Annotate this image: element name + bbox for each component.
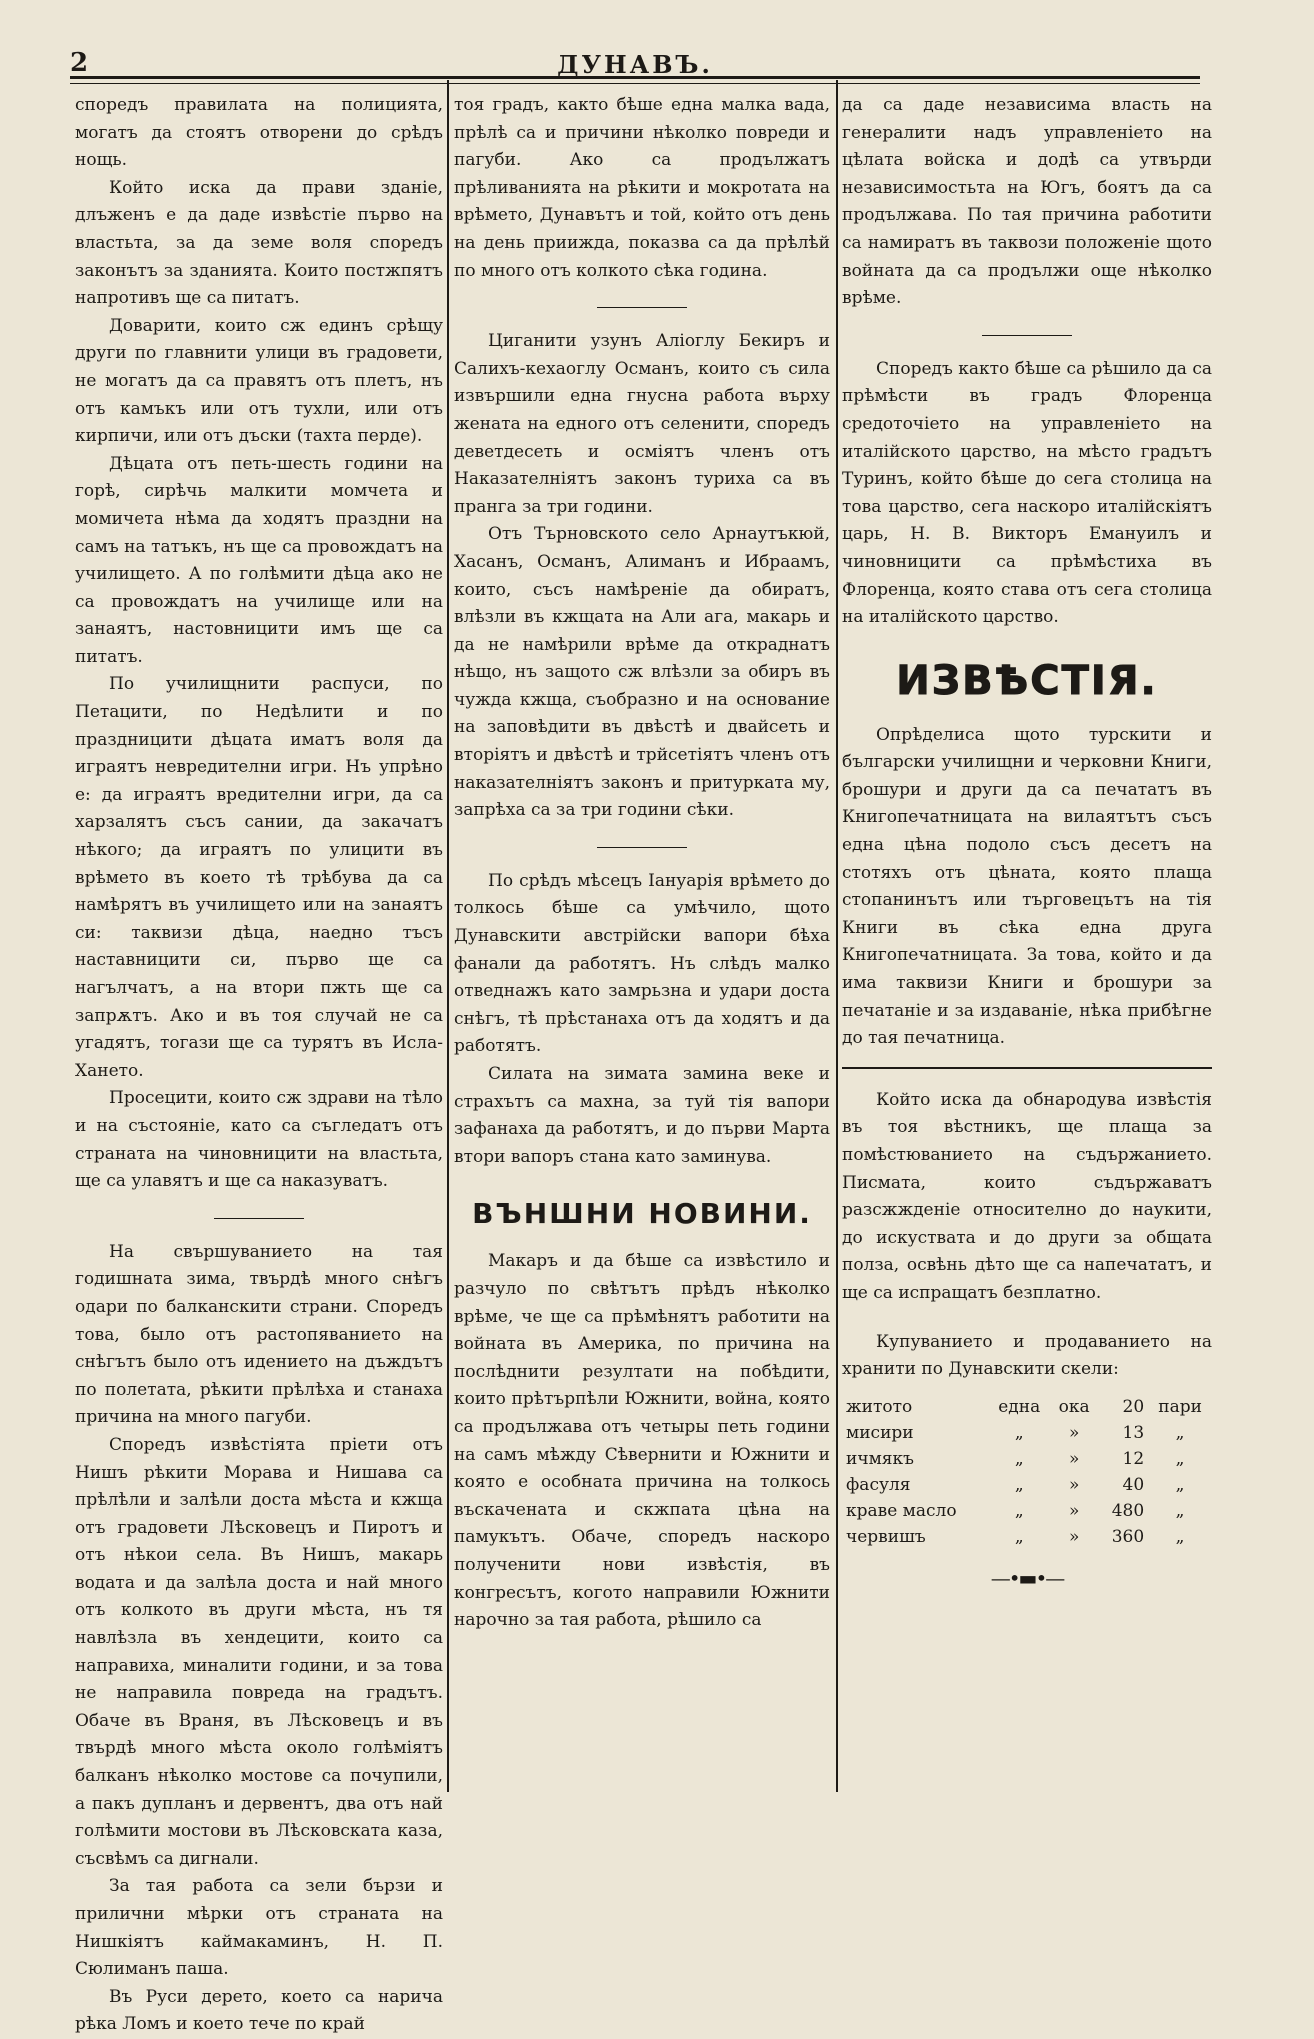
- price-unit: „: [1014, 1474, 1024, 1495]
- paragraph: На свършуванието на тая годишната зима, твърдѣ много снѣгъ одари по балканскити страни. Споредъ това, было отъ растопяванието на снѣгътъ было отъ идението на дъждътъ по полетата, рѣкити прѣлѣха и станаха причина на много пагуби.: [75, 1241, 443, 1428]
- price-unit: „: [1014, 1526, 1024, 1547]
- price-table: [842, 1394, 1212, 1550]
- section-heading-foreign-news: ВЪНШНИ НОВИНИ.: [472, 1197, 812, 1231]
- paragraph: По училищнити распуси, по Петацити, по Недѣлити и по праздницити дѣцата иматъ воля да играятъ невредителни игри. Нъ упрѣно е: да играятъ вредителни игри, да са харзалятъ съсъ сании, да закачатъ нѣкого; да играятъ по улицити въ врѣмето въ което тѣ трѣбува да са намѣрятъ въ училището или на занаятъ си: таквизи дѣца, наедно тъсъ наставницити си, първо ще са нагълчатъ, а на втори пжть ще са запрѫтъ. Ако и въ тоя случай не са угадятъ, тогази ще са турятъ въ Исла-Хането.: [75, 674, 443, 1081]
- price-unit: „: [1014, 1422, 1024, 1443]
- paragraph: Просецити, които сж здрави на тѣло и на състояніе, като са съгледатъ отъ страната на чиновницити на властьта, ще са улавятъ и ще са наказуватъ.: [75, 1088, 443, 1192]
- price-currency: „: [1175, 1526, 1185, 1547]
- table-row: [842, 1446, 1212, 1472]
- price-unit: ока: [1058, 1396, 1090, 1417]
- paragraph: Който иска да обнародува извѣстія въ тоя вѣстникъ, ще плаща за помѣстюванието на съдържанието. Писмата, които съдържаватъ разсжжденіе относително до наукити, до искуствата и до други за общата полза, освѣнь дѣто ще са напечататъ, и ще са испращатъ безплатно.: [842, 1089, 1212, 1303]
- price-currency: „: [1175, 1422, 1185, 1443]
- table-row: [842, 1472, 1212, 1498]
- newspaper-title: ДУНАВЪ.: [557, 50, 713, 79]
- column-divider: [447, 80, 449, 1792]
- spacer: [982, 1318, 1072, 1319]
- paragraph: Въ Руси дерето, което са нарича рѣка Ломъ и което тече по край: [75, 1986, 443, 2035]
- ornament: —•▬•—: [990, 1565, 1064, 1590]
- price-unit: една: [998, 1396, 1041, 1417]
- price-value: 40: [1122, 1474, 1145, 1495]
- separator: [597, 307, 687, 308]
- page-header: [70, 48, 1200, 78]
- price-unit: „: [1014, 1448, 1024, 1469]
- price-unit: »: [1068, 1422, 1080, 1443]
- paragraph: За тая работа са зели бързи и прилични мѣрки отъ страната на Нишкіятъ каймакаминъ, Н. П. Сюлиманъ паша.: [75, 1876, 443, 1980]
- price-value: 13: [1122, 1422, 1145, 1443]
- price-unit: „: [1014, 1500, 1024, 1521]
- paragraph: Циганити узунъ Аліоглу Бекиръ и Салихъ-кехаоглу Османъ, които съ сила извършили една гнусна работа върху жената на едного отъ селенити, споредъ деветдесеть и осміятъ членъ отъ Наказателніятъ законъ туриха са въ пранга за три години.: [454, 331, 830, 517]
- column-3: [842, 92, 1212, 1792]
- price-value: 20: [1122, 1396, 1145, 1417]
- table-row: [842, 1498, 1212, 1524]
- price-item: мисири: [846, 1422, 914, 1443]
- price-value: 480: [1111, 1500, 1145, 1521]
- separator: [597, 847, 687, 848]
- column-divider: [836, 80, 838, 1792]
- price-unit: »: [1068, 1526, 1080, 1547]
- price-item: червишъ: [846, 1526, 926, 1547]
- paragraph: По срѣдъ мѣсецъ Іануарія врѣмето до толкось бѣше са умѣчило, щото Дунавскити австрійски вапори бѣха фанали да работятъ. Нъ слѣдъ малко отведнажъ като замрьзна и удари доста снѣгъ, тѣ прѣстанаха отъ да ходятъ и да работятъ.: [454, 870, 830, 1057]
- paragraph: Дѣцата отъ петь-шесть години на горѣ, сирѣчь малкити момчета и момичета нѣма да ходятъ праздни на самъ на татъкъ, нъ ще са провождатъ на училището. А по голѣмити дѣца ако не са провождатъ на училище или на занаятъ, настовницити имъ ще са питатъ.: [75, 453, 443, 667]
- table-row: [842, 1420, 1212, 1446]
- paragraph: тоя градъ, както бѣше една малка вада, прѣлѣ са и причини нѣколко повреди и пагуби. Ако са продължатъ прѣливанията на рѣкити и мокротата на врѣмето, Дунавътъ и той, който отъ день на день прииждa, показва са да прѣлѣй по много отъ колкото сѣка година.: [454, 95, 830, 281]
- column-2: [454, 92, 830, 1792]
- paragraph: Купуванието и продаванието на хранити по Дунавскити скели:: [842, 1331, 1212, 1380]
- table-row: [842, 1394, 1212, 1420]
- page-number: 2: [70, 48, 89, 78]
- column-1: [75, 92, 443, 2035]
- price-currency: „: [1175, 1448, 1185, 1469]
- paragraph: да са даде независима власть на генералити надъ управленіето на цѣлата войска и додѣ са утвърди независимостьта на Югъ, боятъ да са продължава. По тая причина работити са намиратъ въ таквози положеніе щото войната да са продължи още нѣколко врѣме.: [842, 95, 1212, 309]
- price-currency: „: [1175, 1500, 1185, 1521]
- price-value: 12: [1122, 1448, 1145, 1469]
- table-row: [842, 1524, 1212, 1550]
- paragraph: Доварити, които сж единъ срѣщу други по главнити улици въ градовети, не могатъ да са правятъ отъ плетъ, нъ отъ камъкъ или отъ тухли, или отъ кирпичи, или отъ дъски (тахта перде).: [75, 315, 443, 447]
- price-item: ичмякъ: [846, 1448, 914, 1469]
- paragraph: Отъ Търновското село Арнаутъкюй, Хасанъ, Османъ, Алиманъ и Ибраамъ, които, съсъ намѣреніе да обиратъ, влѣзли въ кжщата на Али ага, макарь и да не намѣрили врѣме да откраднатъ нѣщо, нъ защото сж влѣзли за обиръ въ чужда кжща, съобразно и на основание на заповѣдити въ двѣстѣ и двайсеть и вторіятъ и двѣстѣ и трйсетіятъ членъ отъ наказателніятъ законъ и притурката му, запрѣха са за три години сѣки.: [454, 524, 830, 821]
- separator: [842, 1067, 1212, 1069]
- paragraph: Опрѣделиса щото турскити и български училищни и черковни Книги, брошури и други да са печататъ въ Книгопечатницата на вилаятътъ съсъ една цѣна подоло съсъ десетъ на стотяхъ отъ цѣната, която плаща стопанинътъ или търговецътъ на тія Книги въ сѣка една друга Книгопечатницата. За това, който и да има таквизи Книги и брошури за печатаніе и за издаваніе, нѣка прибѣгне до тая печатница.: [842, 724, 1212, 1049]
- price-item: фасуля: [846, 1474, 911, 1495]
- header-rule: [70, 76, 1200, 84]
- price-unit: »: [1068, 1500, 1080, 1521]
- price-currency: „: [1175, 1474, 1185, 1495]
- paragraph: Макаръ и да бѣше са извѣстило и разчуло по свѣтътъ прѣдъ нѣколко врѣме, че ще са прѣмѣнятъ работити на войната въ Америка, по причина на послѣднити резултати на побѣдити, които прѣтърпѣли Южнити, война, която са продължава отъ четыры петь години на самъ мѣжду Сѣвернити и Южнити и която е особната причина на толкось въскачената и скжпата цѣна на памукътъ. Обаче, споредъ наскоро полученити нови извѣстія, въ конгресътъ, когото направили Южнити нарочно за тая работа, рѣшило са: [454, 1251, 830, 1631]
- price-currency: пари: [1158, 1396, 1202, 1417]
- separator: [982, 335, 1072, 336]
- paragraph: Споредъ както бѣше са рѣшило да са прѣмѣсти въ градъ Флоренца средоточіето на управленіето на италійското царство, на мѣсто градътъ Туринъ, който бѣше до сега столица на това царство, сега наскоро италійскіятъ царь, Н. В. Викторъ Емануилъ и чиновницити са прѣмѣстиха въ Флоренца, която става отъ сега столица на италійското царство.: [842, 358, 1212, 628]
- price-unit: »: [1068, 1474, 1080, 1495]
- paragraph: Който иска да прави зданіе, длъженъ е да даде извѣстіе първо на властьта, за да земе воля споредъ законътъ за зданията. Които постжпятъ напротивъ ще са питатъ.: [75, 177, 443, 309]
- price-value: 360: [1111, 1526, 1145, 1547]
- section-heading-announcements: ИЗВѢСТІЯ.: [896, 657, 1158, 704]
- price-unit: »: [1068, 1448, 1080, 1469]
- paragraph: Споредъ извѣстіята пріети отъ Нишъ рѣкити Морава и Нишава са прѣлѣли и залѣли доста мѣста и кжща отъ градовети Лѣсковецъ и Пиротъ и отъ нѣкои села. Въ Нишъ, макарь водата и да залѣла доста и най много отъ колкото въ други мѣста, нъ тя навлѣзла въ хендецити, които са направиха, миналити години, и за това не направила повреда на градътъ. Обаче въ Враня, въ Лѣсковецъ и въ твърдѣ много мѣста около голѣміятъ балканъ нѣколко мостове са почупили, а пакъ дупланъ и дервентъ, два отъ най голѣмити мостови въ Лѣсковската каза, съсвѣмъ са дигнали.: [75, 1434, 443, 1869]
- paragraph: Силата на зимата замина веке и страхътъ са махна, за туй тія вапори зафанаха да работятъ, и до първи Марта втори вапоръ стана като заминува.: [454, 1064, 830, 1167]
- price-item: краве масло: [846, 1500, 957, 1521]
- price-item: житото: [846, 1396, 913, 1417]
- separator: [214, 1218, 304, 1219]
- paragraph: споредъ правилата на полицията, могатъ да стоятъ отворени до срѣдъ нощь.: [75, 95, 443, 171]
